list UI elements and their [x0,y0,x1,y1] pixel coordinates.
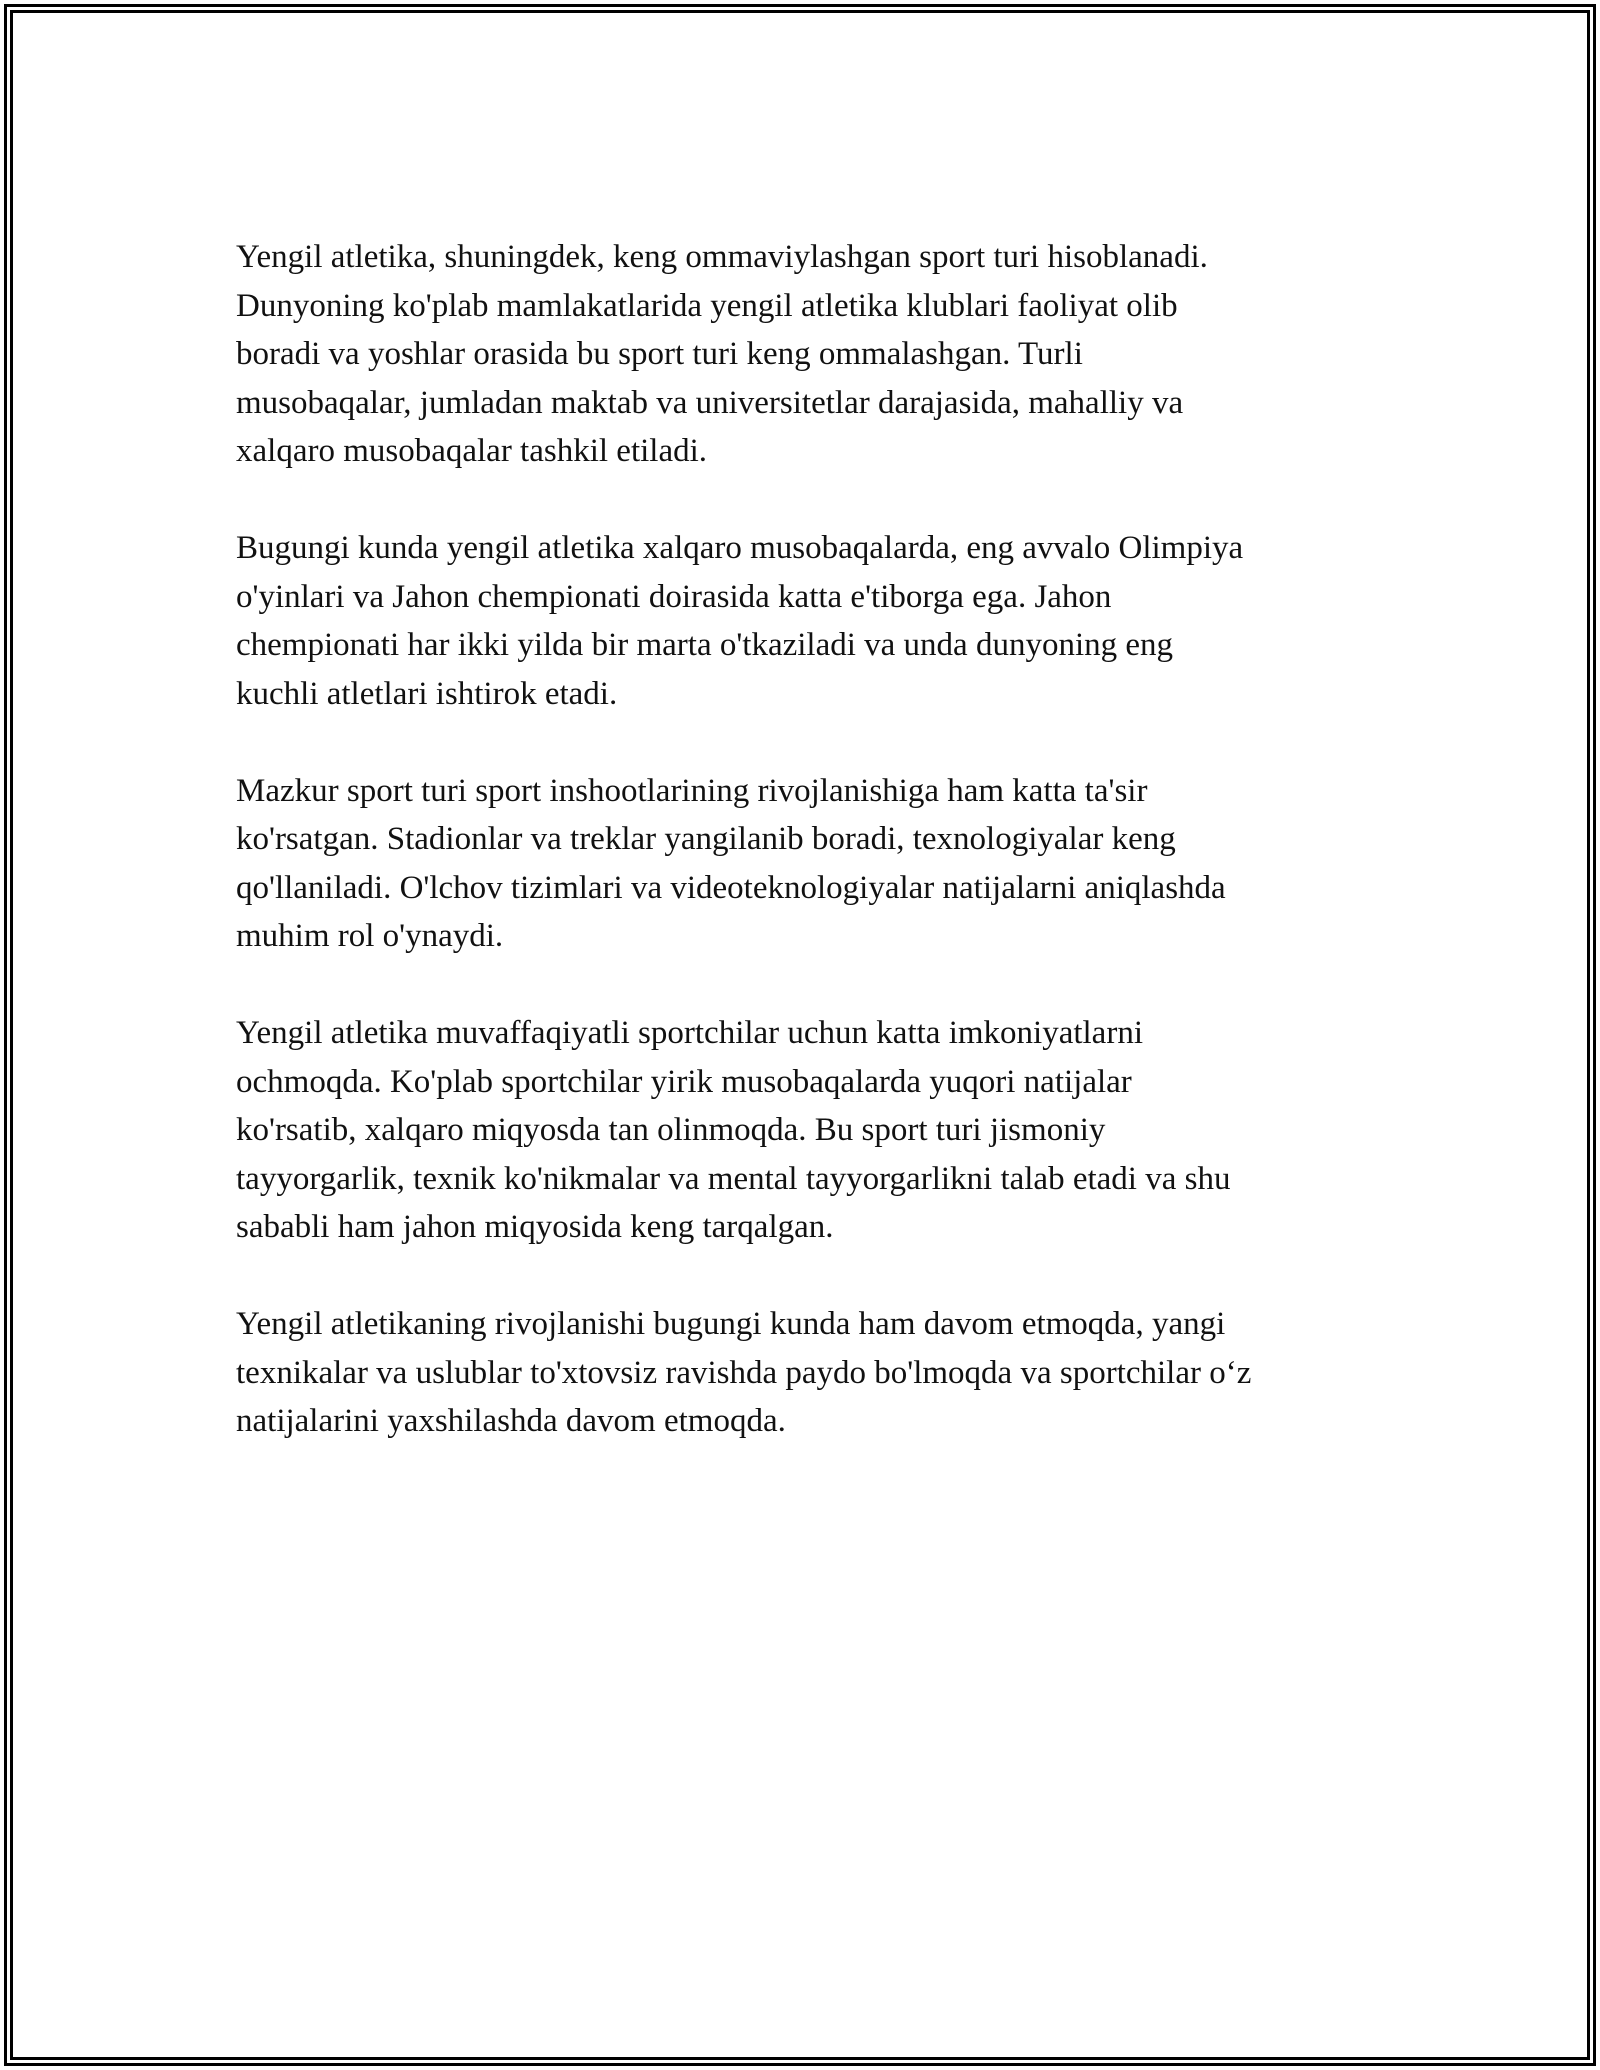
paragraph-3: Mazkur sport turi sport inshootlarining rivojlanishiga ham katta ta'sir ko'rsatgan. Stadionlar va treklar yangilanib boradi, texnologiyalar keng qo'llaniladi. O'lchov tizimlari va videoteknologiyalar natijalarni aniqlashda muhim rol o'ynaydi. [236,772,1226,954]
paragraph-4: Yengil atletika muvaffaqiyatli sportchilar uchun katta imkoniyatlarni ochmoqda. Ko'plab sportchilar yirik musobaqalarda yuqori natijalar ko'rsatib, xalqaro miqyosda tan olinmoqda. Bu sport turi jismoniy tayyorgarlik, texnik ko'nikmalar va mental tayyorgarlikni talab etadi va shu sababli ham jahon miqyosida keng tarqalgan. [236,1015,1231,1245]
paragraph-5: Yengil atletikaning rivojlanishi bugungi kunda ham davom etmoqda, yangi texnikalar va uslublar to'xtovsiz ravishda paydo bo'lmoqda va sportchilar o‘z natijalarini yaxshilashda davom etmoqda. [236,1306,1252,1439]
paragraph-1: Yengil atletika, shuningdek, keng ommaviylashgan sport turi hisoblanadi. Dunyoning ko'plab mamlakatlarida yengil atletika klublari faoliyat olib boradi va yoshlar orasida bu sport turi keng ommalashgan. Turli musobaqalar, jumladan maktab va universitetlar darajasida, mahalliy va xalqaro musobaqalar tashkil etiladi. [236,239,1208,469]
paragraph-2: Bugungi kunda yengil atletika xalqaro musobaqalarda, eng avvalo Olimpiya o'yinlari va Jahon chempionati doirasida katta e'tiborga ega. Jahon chempionati har ikki yilda bir marta o'tkaziladi va unda dunyoning eng kuchli atletlari ishtirok etadi. [236,530,1244,712]
document-body [236,233,1386,1494]
